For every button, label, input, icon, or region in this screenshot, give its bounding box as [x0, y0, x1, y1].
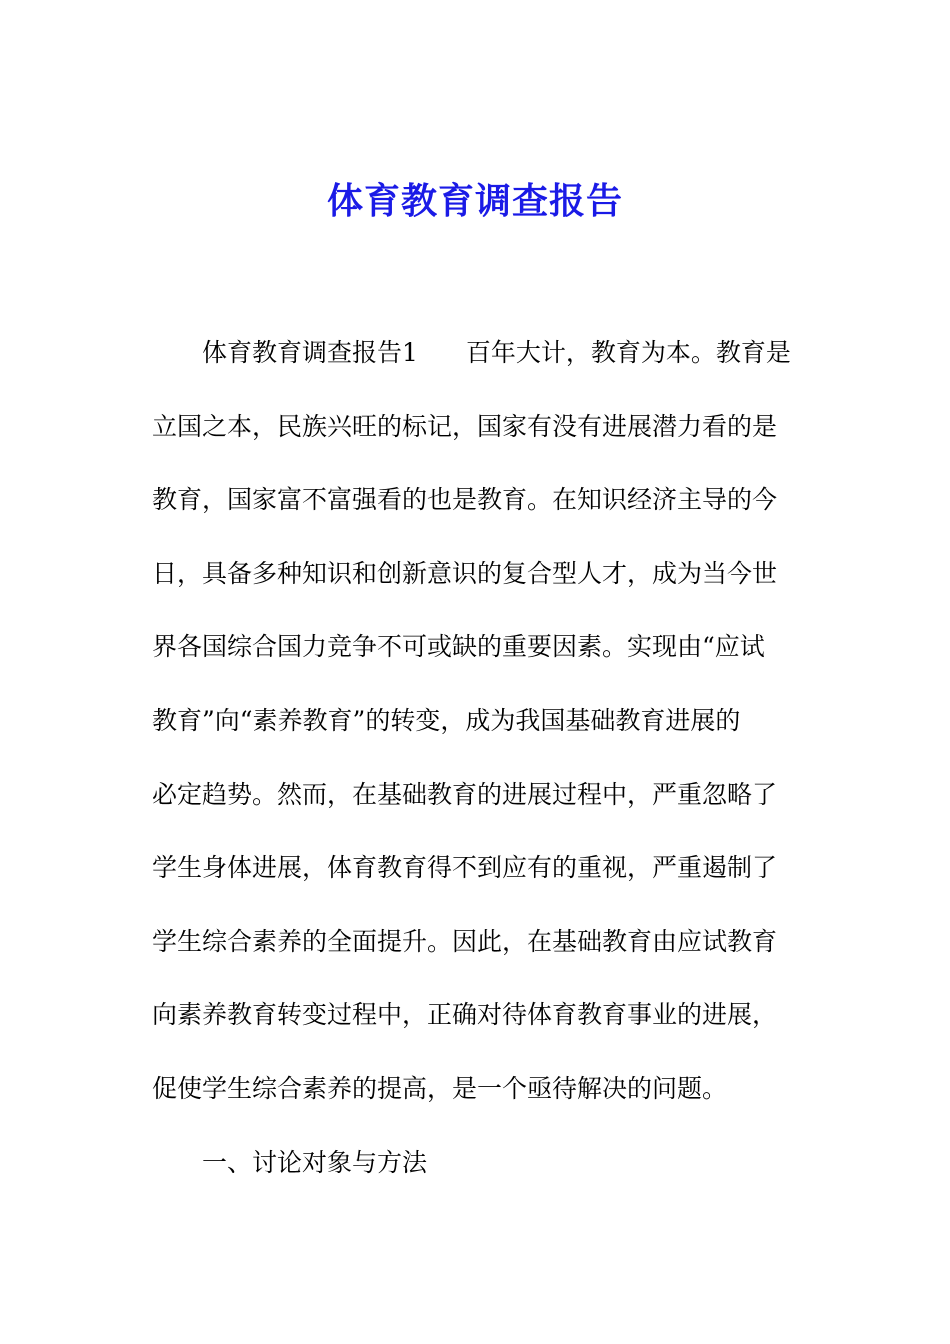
paragraph-line: 教育”向“素养教育”的转变，成为我国基础教育进展的	[152, 705, 741, 735]
paragraph-line: 教育，国家富不富强看的也是教育。在知识经济主导的今	[152, 485, 778, 515]
document-body	[152, 316, 812, 1199]
report-heading: 体育教育调查报告1	[202, 338, 418, 367]
paragraph-line: 必定趋势。然而，在基础教育的进展过程中，严重忽略了	[152, 779, 778, 809]
section-heading: 一、讨论对象与方法	[202, 1147, 428, 1177]
paragraph-line: 界各国综合国力竞争不可或缺的重要因素。实现由“应试	[152, 632, 765, 662]
paragraph-line: 促使学生综合素养的提高，是一个亟待解决的问题。	[152, 1073, 728, 1103]
first-line-text: 百年大计，教育为本。教育是	[465, 338, 791, 367]
paragraph-line: 日，具备多种知识和创新意识的复合型人才，成为当今世	[152, 558, 778, 588]
paragraph-line: 向素养教育转变过程中，正确对待体育教育事业的进展，	[152, 1000, 778, 1030]
document-title: 体育教育调查报告	[326, 181, 623, 222]
paragraph-line: 立国之本，民族兴旺的标记，国家有没有进展潜力看的是	[152, 411, 778, 441]
paragraph-first-line	[152, 316, 812, 390]
paragraph-line: 学生综合素养的全面提升。因此，在基础教育由应试教育	[152, 926, 778, 956]
paragraph-line: 学生身体进展，体育教育得不到应有的重视，严重遏制了	[152, 853, 778, 883]
